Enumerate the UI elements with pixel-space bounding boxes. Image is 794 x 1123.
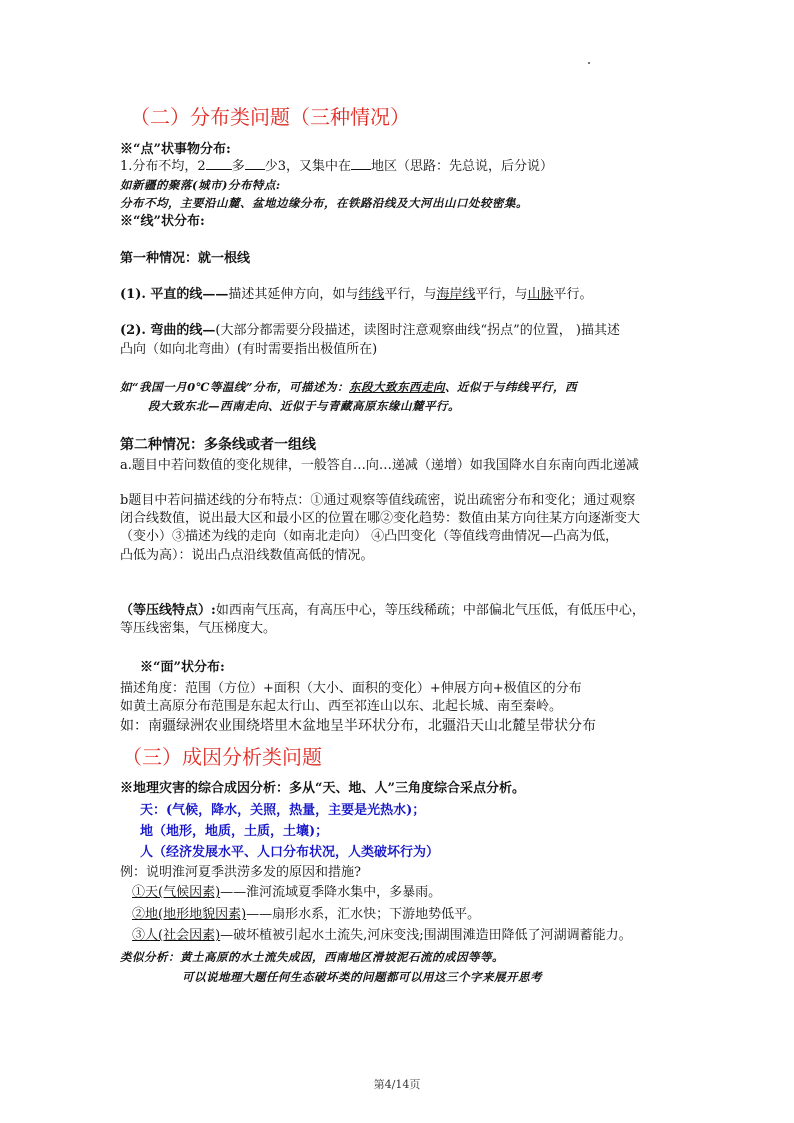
example-question: 例：说明淮河夏季洪涝多发的原因和措施? bbox=[120, 865, 361, 880]
case-two-b-4: 凸低为高）：说出凸点沿线数值高低的情况。 bbox=[120, 548, 374, 563]
case-one-heading: 第一种情况：就一根线 bbox=[120, 251, 251, 266]
handwritten-note-1: 如新疆的聚落(城市)分布特点: bbox=[120, 178, 281, 192]
curved-line-para-1: (2). 弯曲的线—(大部分都需要分段描述，读图时注意观察曲线“拐点”的位置， )描其述 bbox=[120, 323, 620, 338]
cause-ren: 人（经济发展水平、人口分布状况，人类破坏行为） bbox=[140, 845, 440, 860]
causes-lead: ※地理灾害的综合成因分析：多从“天、地、人”三角度综合采点分析。 bbox=[120, 781, 525, 796]
line-heading: ※“线”状分布: bbox=[120, 214, 205, 229]
case-two-b-1: b题目中若问描述线的分布特点：①通过观察等值线疏密，说出疏密分布和变化；通过观察 bbox=[120, 493, 636, 508]
curved-line-para-2: 凸向（如向北弯曲）(有时需要指出极值所在) bbox=[120, 342, 378, 357]
case-two-b-3: （变小）③描述为线的走向（如南北走向） ④凸凹变化（等值线弯曲情况—凸高为低， bbox=[120, 529, 619, 544]
handwritten-note-5: 类似分析：黄土高原的水土流失成因，西南地区滑坡泥石流的成因等等。 bbox=[120, 950, 504, 964]
point-heading: ※“点”状事物分布: bbox=[120, 142, 231, 157]
case-two-b-2: 闭合线数值，说出最大区和最小区的位置在哪②变化趋势：数值由某方向往某方向逐渐变大 bbox=[120, 511, 641, 526]
area-line-1: 描述角度：范围（方位）+面积（大小、面积的变化）+伸展方向+极值区的分布 bbox=[120, 681, 582, 696]
cause-di: 地（地形，地质，土质，土壤)； bbox=[140, 824, 329, 839]
reason-2: ②地(地形地貌因素)——扇形水系，汇水快；下游地势低平。 bbox=[132, 907, 481, 922]
handwritten-note-4: 段大致东北—西南走向、近似于与青藏高原东缘山麓平行。 bbox=[148, 399, 460, 413]
cause-tian: 天：(气候，降水，关照，热量，主要是光热水)； bbox=[140, 803, 426, 818]
page-footer: 第4/14页 bbox=[373, 1078, 421, 1091]
reason-1: ①天(气候因素)——淮河流域夏季降水集中，多暴雨。 bbox=[132, 885, 442, 900]
isobar-para-2: 等压线密集，气压梯度大。 bbox=[120, 621, 277, 636]
handwritten-note-3: 如“我国一月0℃等温线”分布，可描述为：东段大致东西走向、近似于与纬线平行，西 bbox=[120, 380, 578, 394]
point-line-1: 1.分布不均，2 多 少3，又集中在 地区（思路：先总说，后分说） bbox=[120, 159, 553, 174]
area-heading: ※“面”状分布: bbox=[140, 660, 225, 675]
handwritten-note-6: 可以说地理大题任何生态破坏类的问题都可以用这三个字来展开思考 bbox=[182, 970, 542, 984]
isobar-para-1: （等压线特点）:如西南气压高，有高压中心，等压线稀疏；中部偏北气压低，有低压中心， bbox=[120, 603, 645, 618]
straight-line-para: (1). 平直的线——描述其延伸方向，如与纬线平行，与海岸线平行，与山脉平行。 bbox=[120, 287, 593, 302]
case-two-a: a.题目中若问数值的变化规律，一般答自…向…递减（递增）如我国降水自东南向西北递减 bbox=[120, 458, 639, 473]
area-line-3: 如：南疆绿洲农业围绕塔里木盆地呈半环状分布，北疆沿天山北麓呈带状分布 bbox=[120, 718, 596, 734]
reason-3: ③人(社会因素)—破坏植被引起水土流失,河床变浅;围湖围滩造田降低了河湖调蓄能力。 bbox=[132, 928, 632, 943]
case-two-heading: 第二种情况：多条线或者一组线 bbox=[120, 437, 316, 453]
section-title-causes: （三）成因分析类问题 bbox=[122, 745, 322, 769]
section-title-distribution: （二）分布类问题（三种情况） bbox=[130, 105, 410, 129]
area-line-2: 如黄土高原分布范围是东起太行山、西至祁连山以东、北起长城、南至秦岭。 bbox=[120, 699, 563, 714]
stray-dot bbox=[588, 62, 590, 64]
handwritten-note-2: 分布不均，主要沿山麓、盆地边缘分布，在铁路沿线及大河出山口处较密集。 bbox=[120, 196, 528, 210]
